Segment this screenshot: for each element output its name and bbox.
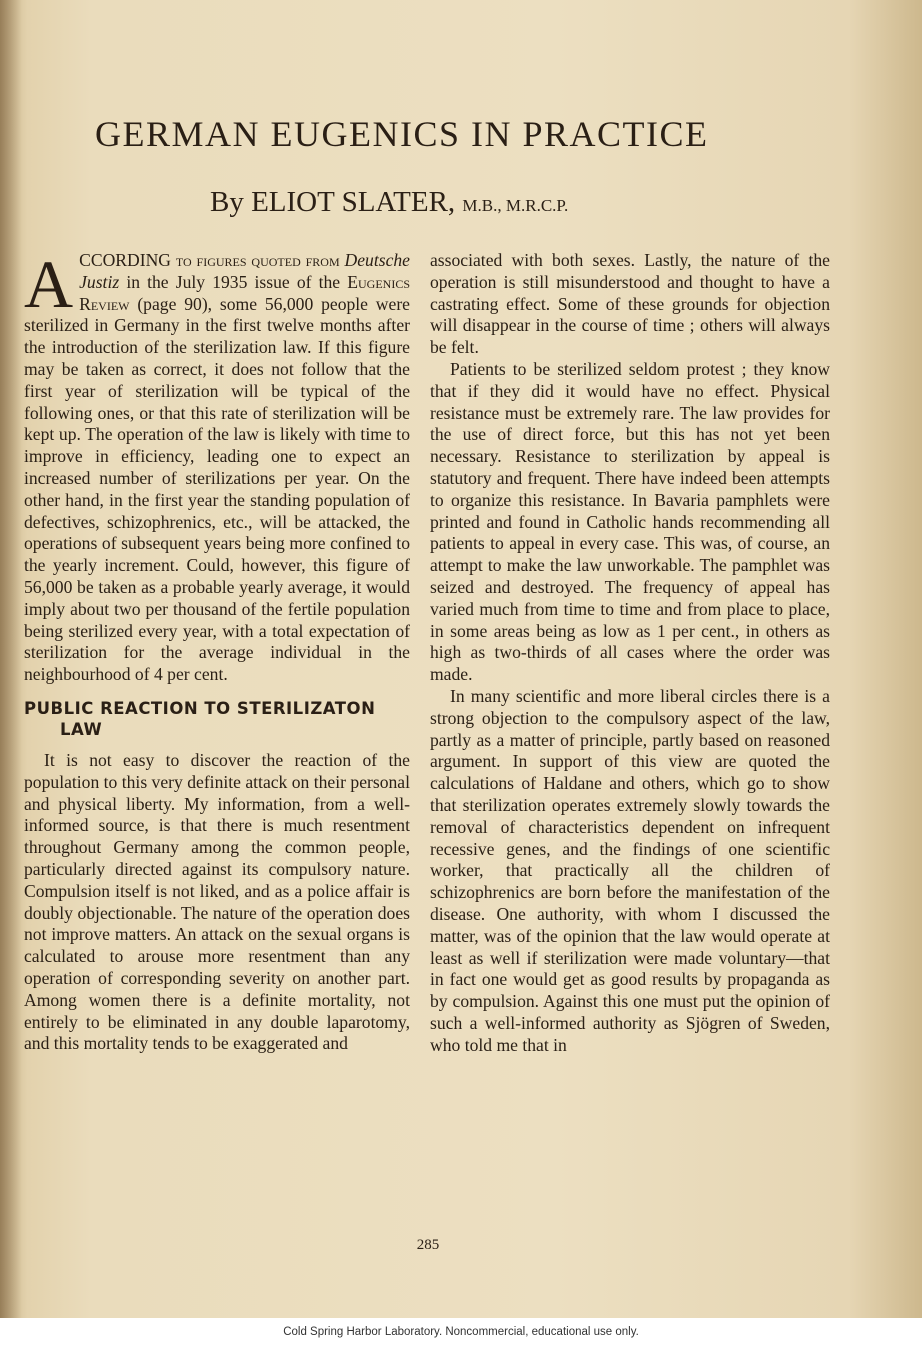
right-paragraph-3: In many scientific and more liberal circles there is a strong objection to the compulsory aspect of the law, partly as a matter of principle, partly based on reasoned argument. In support of this view are quoted the calculations of Haldane and others, which go to show that sterilization operates extremely slowly towards the removal of characteristics dependent on infrequent recessive genes, and the findings of one scientific worker, that practically all the children of schizophrenics are born before the manifestation of the disease. One authority, with whom I discussed the matter, was of the opinion that the law would operate at least as well if sterilization were made voluntary—that in fact one would get as good results by propaganda as by compulsion. Against this one must put the opinion of such a well-informed authority as Sjögren of Sweden, who told me that in [430, 685, 830, 1055]
page-number: 285 [416, 1237, 440, 1253]
intro-text-c: (page 90), some 56,000 people were sterilized in Germany in the first twelve months after the introduction of the sterilization law. If this figure may be taken as correct, it does not follow that the first year of sterilization will be typical of the following ones, or that this rate of sterilization will be kept up. The operation of the law is likely with time to improve in efficiency, leading one to expect an increased number of sterilizations per year. On the other hand, in the first year the standing population of defectives, schizophrenics, etc., will be attacked, the operations of subsequent years being more confined to the yearly increment. Could, however, this figure of 56,000 be taken as a probable yearly average, it would imply about two per thousand of the fertile population being sterilized every year, with a total expectation of sterilization for the average individual in the neighbourhood of 4 per cent. [24, 293, 410, 685]
binding-shadow [0, 0, 22, 1318]
byline-author: ELIOT SLATER, [251, 186, 456, 218]
right-paragraph-2: Patients to be sterilized seldom protest ; they know that if they did it would have no effect. Physical resistance must be extremely rare. The law provides for the use of direct force, but this has not yet been necessary. Resistance to sterilization by appeal is statutory and frequent. There have indeed been attempts to organize this resistance. In Bavaria pamphlets were printed and found in Catholic hands recommending all patients to appeal in every case. This was, of course, an attempt to make the law unworkable. The pamphlet was seized and destroyed. The frequency of appeal has varied much from time to time and from place to place, in some areas being as low as 1 per cent., in others as high as two-thirds of all cases where the order was made. [430, 358, 830, 685]
section-heading-line2: LAW [60, 719, 103, 739]
intro-text-b: in the July 1935 issue of the [119, 271, 348, 292]
section-heading [24, 698, 410, 740]
section-paragraph: It is not easy to discover the reaction of the population to this very definite attack on their personal and physical liberty. My information, from a well-informed source, is that there is much resentment throughout Germany among the common people, particularly directed against its compulsory nature. Compulsion itself is not liked, and as a police affair is doubly objectionable. The nature of the operation does not improve matters. An attack on the sexual organs is calculated to arouse more resentment than any operation of corresponding severity on another part. Among women there is a definite mortality, not entirely to be eliminated in any double laparotomy, and this mortality tends to be exaggerated and [24, 749, 410, 1054]
section-heading-line1: PUBLIC REACTION TO STERILIZATON [24, 698, 376, 718]
right-column [430, 250, 830, 1056]
right-paragraph-1: associated with both sexes. Lastly, the nature of the operation is still misunderstood and thought to have a castrating effect. Some of these grounds for objection will disappear in the course of time ; others will always be felt. [430, 250, 830, 358]
article-title: GERMAN EUGENICS IN PRACTICE [95, 114, 709, 154]
left-column [24, 246, 410, 1055]
intro-text-a: CCORDING to figures quoted from [79, 250, 345, 270]
byline [210, 184, 710, 224]
byline-prefix: By [210, 186, 244, 218]
journal-name: Deutsche Justiz [79, 250, 410, 292]
drop-cap: A [24, 246, 74, 322]
footer-notice: Cold Spring Harbor Laboratory. Noncommercial, educational use only. [283, 1326, 639, 1338]
review-name: Eugenics Review [79, 271, 410, 314]
byline-credentials: M.B., M.R.C.P. [462, 196, 569, 215]
intro-paragraph [24, 246, 410, 686]
